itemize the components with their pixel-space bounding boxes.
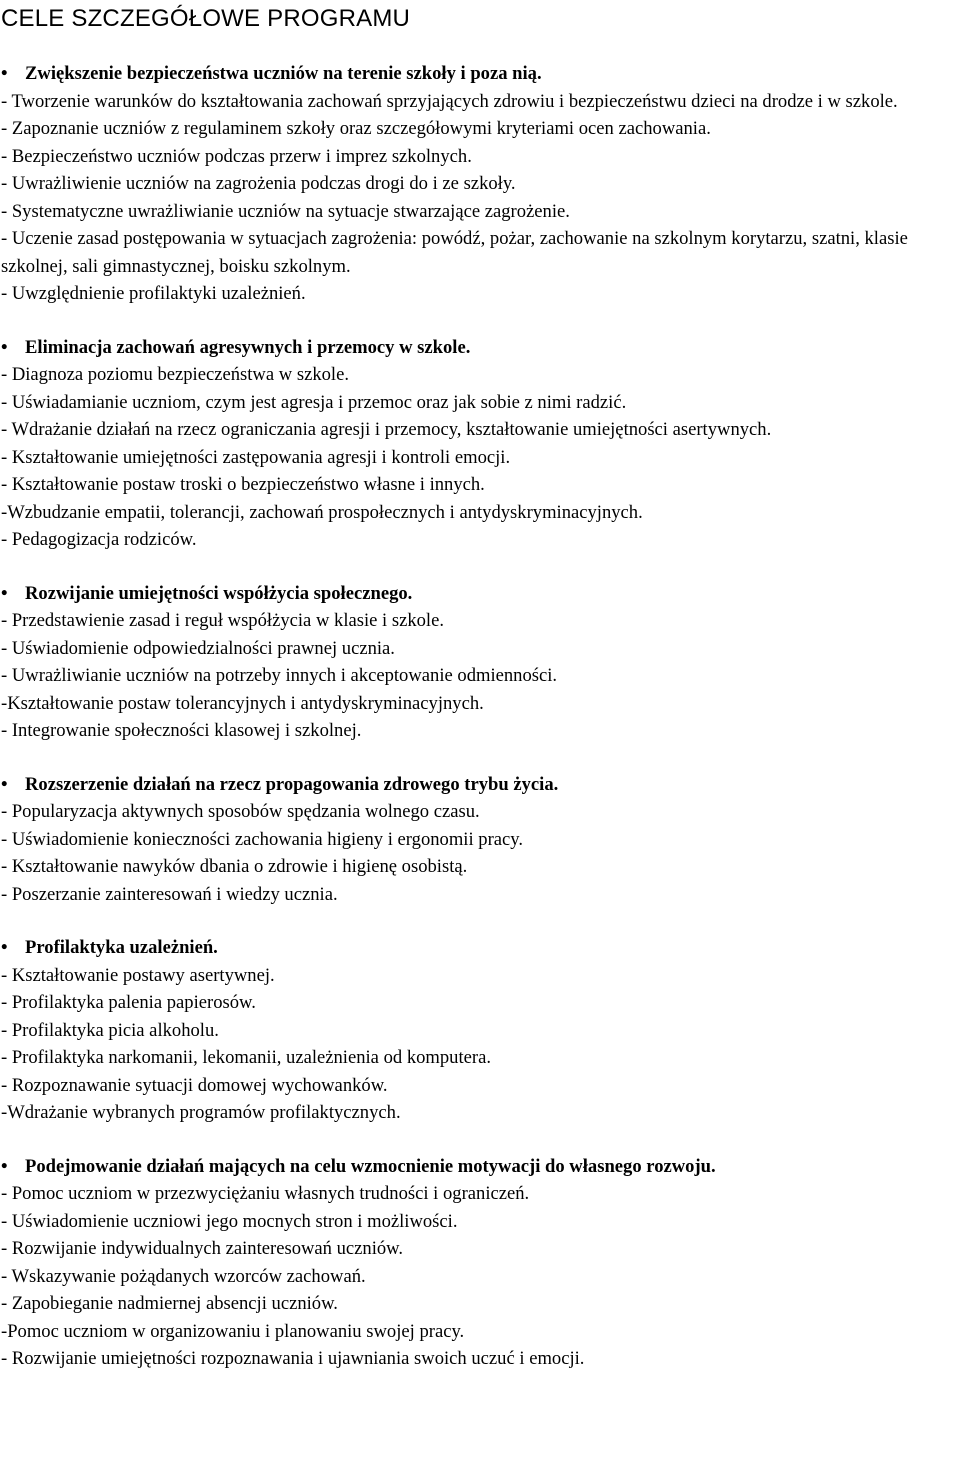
bullet-icon: • [1,336,8,358]
list-item: - Uwrażliwianie uczniów na potrzeby innych i akceptowanie odmienności. [1,665,558,686]
section-heading [1,334,956,362]
section-heading [1,934,956,962]
list-item: - Uświadomienie konieczności zachowania higieny i ergonomii pracy. [1,828,524,850]
document-page [1,4,956,1373]
document-title: CELE SZCZEGÓŁOWE PROGRAMU [1,5,411,32]
list-item: - Profilaktyka palenia papierosów. [1,992,256,1013]
list-item: - Tworzenie warunków do kształtowania zachowań sprzyjających zdrowiu i bezpieczeństwu dzieci na drodze i w szkole. [1,90,898,112]
section-aggression [1,334,956,554]
list-item: - Zapobieganie nadmiernej absencji uczniów. [1,1293,338,1314]
list-item: - Systematyczne uwrażliwianie uczniów na sytuacje stwarzające zagrożenie. [1,200,570,222]
list-item: - Uświadomienie uczniowi jego mocnych stron i możliwości. [1,1210,458,1232]
list-item: - Profilaktyka narkomanii, lekomanii, uzależnienia od komputera. [1,1047,491,1068]
section-addiction-prevention [1,934,956,1127]
list-item: - Kształtowanie nawyków dbania o zdrowie i higienę osobistą. [1,856,468,877]
list-item: -Kształtowanie postaw tolerancyjnych i antydyskryminacyjnych. [1,692,484,714]
list-item: - Uświadamianie uczniom, czym jest agresja i przemoc oraz jak sobie z nimi radzić. [1,391,627,413]
list-item: - Uczenie zasad postępowania w sytuacjach zagrożenia: powódź, pożar, zachowanie na szkolnym korytarzu, szatni, klasie szkolnej, sali gimnastycznej, boisku szkolnym. [1,228,908,277]
section-heading-text: Zwiększenie bezpieczeństwa uczniów na terenie szkoły i poza nią. [25,63,542,84]
bullet-icon: • [1,937,8,958]
bullet-icon: • [1,63,8,84]
list-item: - Profilaktyka picia alkoholu. [1,1019,219,1041]
section-heading-text: Podejmowanie działań mających na celu wzmocnienie motywacji do własnego rozwoju. [25,1155,716,1177]
list-item: - Integrowanie społeczności klasowej i szkolnej. [1,720,362,741]
section-heading [1,60,956,88]
list-item: - Kształtowanie postaw troski o bezpieczeństwo własne i innych. [1,474,485,495]
list-item: - Popularyzacja aktywnych sposobów spędzania wolnego czasu. [1,801,480,822]
list-item: - Pedagogizacja rodziców. [1,529,197,550]
list-item: - Zapoznanie uczniów z regulaminem szkoły oraz szczegółowymi kryteriami ocen zachowania. [1,118,711,139]
section-heading-text: Eliminacja zachowań agresywnych i przemocy w szkole. [25,336,471,358]
list-item: - Kształtowanie umiejętności zastępowania agresji i kontroli emocji. [1,446,511,468]
list-item: - Pomoc uczniom w przezwyciężaniu własnych trudności i ograniczeń. [1,1183,530,1204]
list-item: - Rozwijanie umiejętności rozpoznawania i ujawniania swoich uczuć i emocji. [1,1348,585,1369]
list-item: -Wdrażanie wybranych programów profilaktycznych. [1,1102,401,1123]
list-item: -Wzbudzanie empatii, tolerancji, zachowań prospołecznych i antydyskryminacyjnych. [1,501,643,523]
list-item: - Uwzględnienie profilaktyki uzależnień. [1,283,306,304]
bullet-icon: • [1,582,8,604]
list-item: - Przedstawienie zasad i reguł współżycia w klasie i szkole. [1,610,444,631]
list-item: - Poszerzanie zainteresowań i wiedzy ucznia. [1,883,338,905]
section-health [1,771,956,909]
section-heading [1,771,956,799]
list-item: - Wskazywanie pożądanych wzorców zachowań. [1,1265,366,1287]
section-safety [1,60,956,308]
section-heading [1,580,956,608]
bullet-icon: • [1,773,8,795]
section-heading-text: Rozszerzenie działań na rzecz propagowania zdrowego trybu życia. [25,773,559,795]
bullet-icon: • [1,1155,8,1177]
section-heading-text: Rozwijanie umiejętności współżycia społecznego. [25,582,413,604]
list-item: - Wdrażanie działań na rzecz ograniczania agresji i przemocy, kształtowanie umiejętności asertywnych. [1,419,772,440]
list-item: - Bezpieczeństwo uczniów podczas przerw i imprez szkolnych. [1,145,472,167]
list-item: -Pomoc uczniom w organizowaniu i planowaniu swojej pracy. [1,1320,465,1342]
list-item: - Kształtowanie postawy asertywnej. [1,964,275,986]
list-item: - Rozpoznawanie sytuacji domowej wychowanków. [1,1074,388,1096]
list-item: - Uświadomienie odpowiedzialności prawnej ucznia. [1,637,395,659]
section-heading [1,1153,956,1181]
section-heading-text: Profilaktyka uzależnień. [25,937,218,958]
section-social [1,580,956,745]
section-motivation [1,1153,956,1373]
list-item: - Rozwijanie indywidualnych zainteresowań uczniów. [1,1238,404,1259]
list-item: - Uwrażliwienie uczniów na zagrożenia podczas drogi do i ze szkoły. [1,173,516,194]
list-item: - Diagnoza poziomu bezpieczeństwa w szkole. [1,364,349,385]
